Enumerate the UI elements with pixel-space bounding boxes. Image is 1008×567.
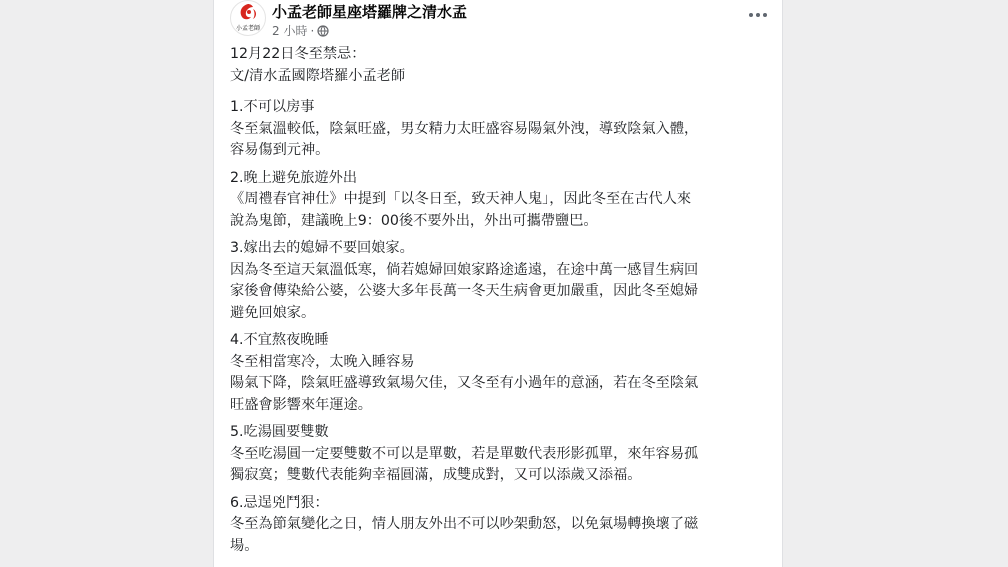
section-line: 容易傷到元神。 [230, 142, 330, 158]
post-intro [230, 44, 770, 87]
section-title: 1.不可以房事 [230, 99, 315, 115]
section-line: 旺盛會影響來年運途。 [230, 396, 372, 413]
section-title: 5.吃湯圓要雙數 [230, 424, 329, 440]
section-5 [230, 422, 770, 487]
section-line: 《周禮春官神仕》中提到「以冬日至，致天神人鬼」，因此冬至在古代人來 [230, 191, 692, 207]
post-meta [272, 22, 329, 39]
page-name[interactable]: 小孟老師星座塔羅牌之清水孟 [272, 3, 468, 21]
section-title: 4.不宜熬夜晚睡 [230, 332, 329, 348]
post-time[interactable]: 2 小時 [272, 24, 308, 38]
section-6 [230, 493, 770, 558]
post-header [214, 0, 782, 40]
section-4 [230, 330, 770, 416]
section-3 [230, 238, 770, 324]
section-line: 冬至氣溫較低，陰氣旺盛，男女精力太旺盛容易陽氣外洩，導致陰氣入體， [230, 120, 699, 137]
post-card [213, 0, 783, 567]
more-options-button[interactable] [744, 4, 772, 26]
section-line: 陽氣下降，陰氣旺盛導致氣場欠佳，又冬至有小過年的意涵，若在冬至陰氣 [230, 375, 699, 391]
logo-text: 小孟老師 [235, 25, 261, 32]
section-line: 場。 [230, 537, 259, 554]
section-line: 因為冬至這天氣溫低寒，倘若媳婦回娘家路途遙遠，在途中萬一感冒生病回 [230, 261, 699, 278]
section-line: 說為鬼節，建議晚上9：00後不要外出，外出可攜帶鹽巴。 [230, 212, 598, 229]
more-dots-icon [744, 4, 772, 26]
logo-icon [231, 1, 265, 35]
globe-icon[interactable] [317, 25, 329, 37]
post-text [230, 44, 770, 563]
post-heading: 12月22日冬至禁忌： [230, 46, 366, 62]
section-line: 避免回娘家。 [230, 304, 316, 321]
section-1 [230, 97, 770, 162]
section-2 [230, 168, 770, 233]
meta-separator: · [310, 24, 315, 38]
section-line: 冬至為節氣變化之日，情人朋友外出不可以吵架動怒，以免氣場轉換壞了磁 [230, 516, 699, 532]
section-title: 6.忌逞兇鬥狠： [230, 494, 329, 511]
section-title: 3.嫁出去的媳婦不要回娘家。 [230, 240, 414, 256]
section-line: 冬至吃湯圓一定要雙數不可以是單數，若是單數代表形影孤單，來年容易孤 [230, 445, 699, 462]
avatar[interactable] [230, 0, 266, 36]
section-line: 家後會傳染給公婆，公婆大多年長萬一冬天生病會更加嚴重，因此冬至媳婦 [230, 283, 699, 299]
section-line: 冬至相當寒冷，太晚入睡容易 [230, 353, 415, 370]
section-title: 2.晚上避免旅遊外出 [230, 169, 358, 186]
post-author: 文/清水孟國際塔羅小孟老師 [230, 67, 406, 84]
section-line: 獨寂寞；雙數代表能夠幸福圓滿，成雙成對，又可以添歲又添福。 [230, 467, 642, 483]
